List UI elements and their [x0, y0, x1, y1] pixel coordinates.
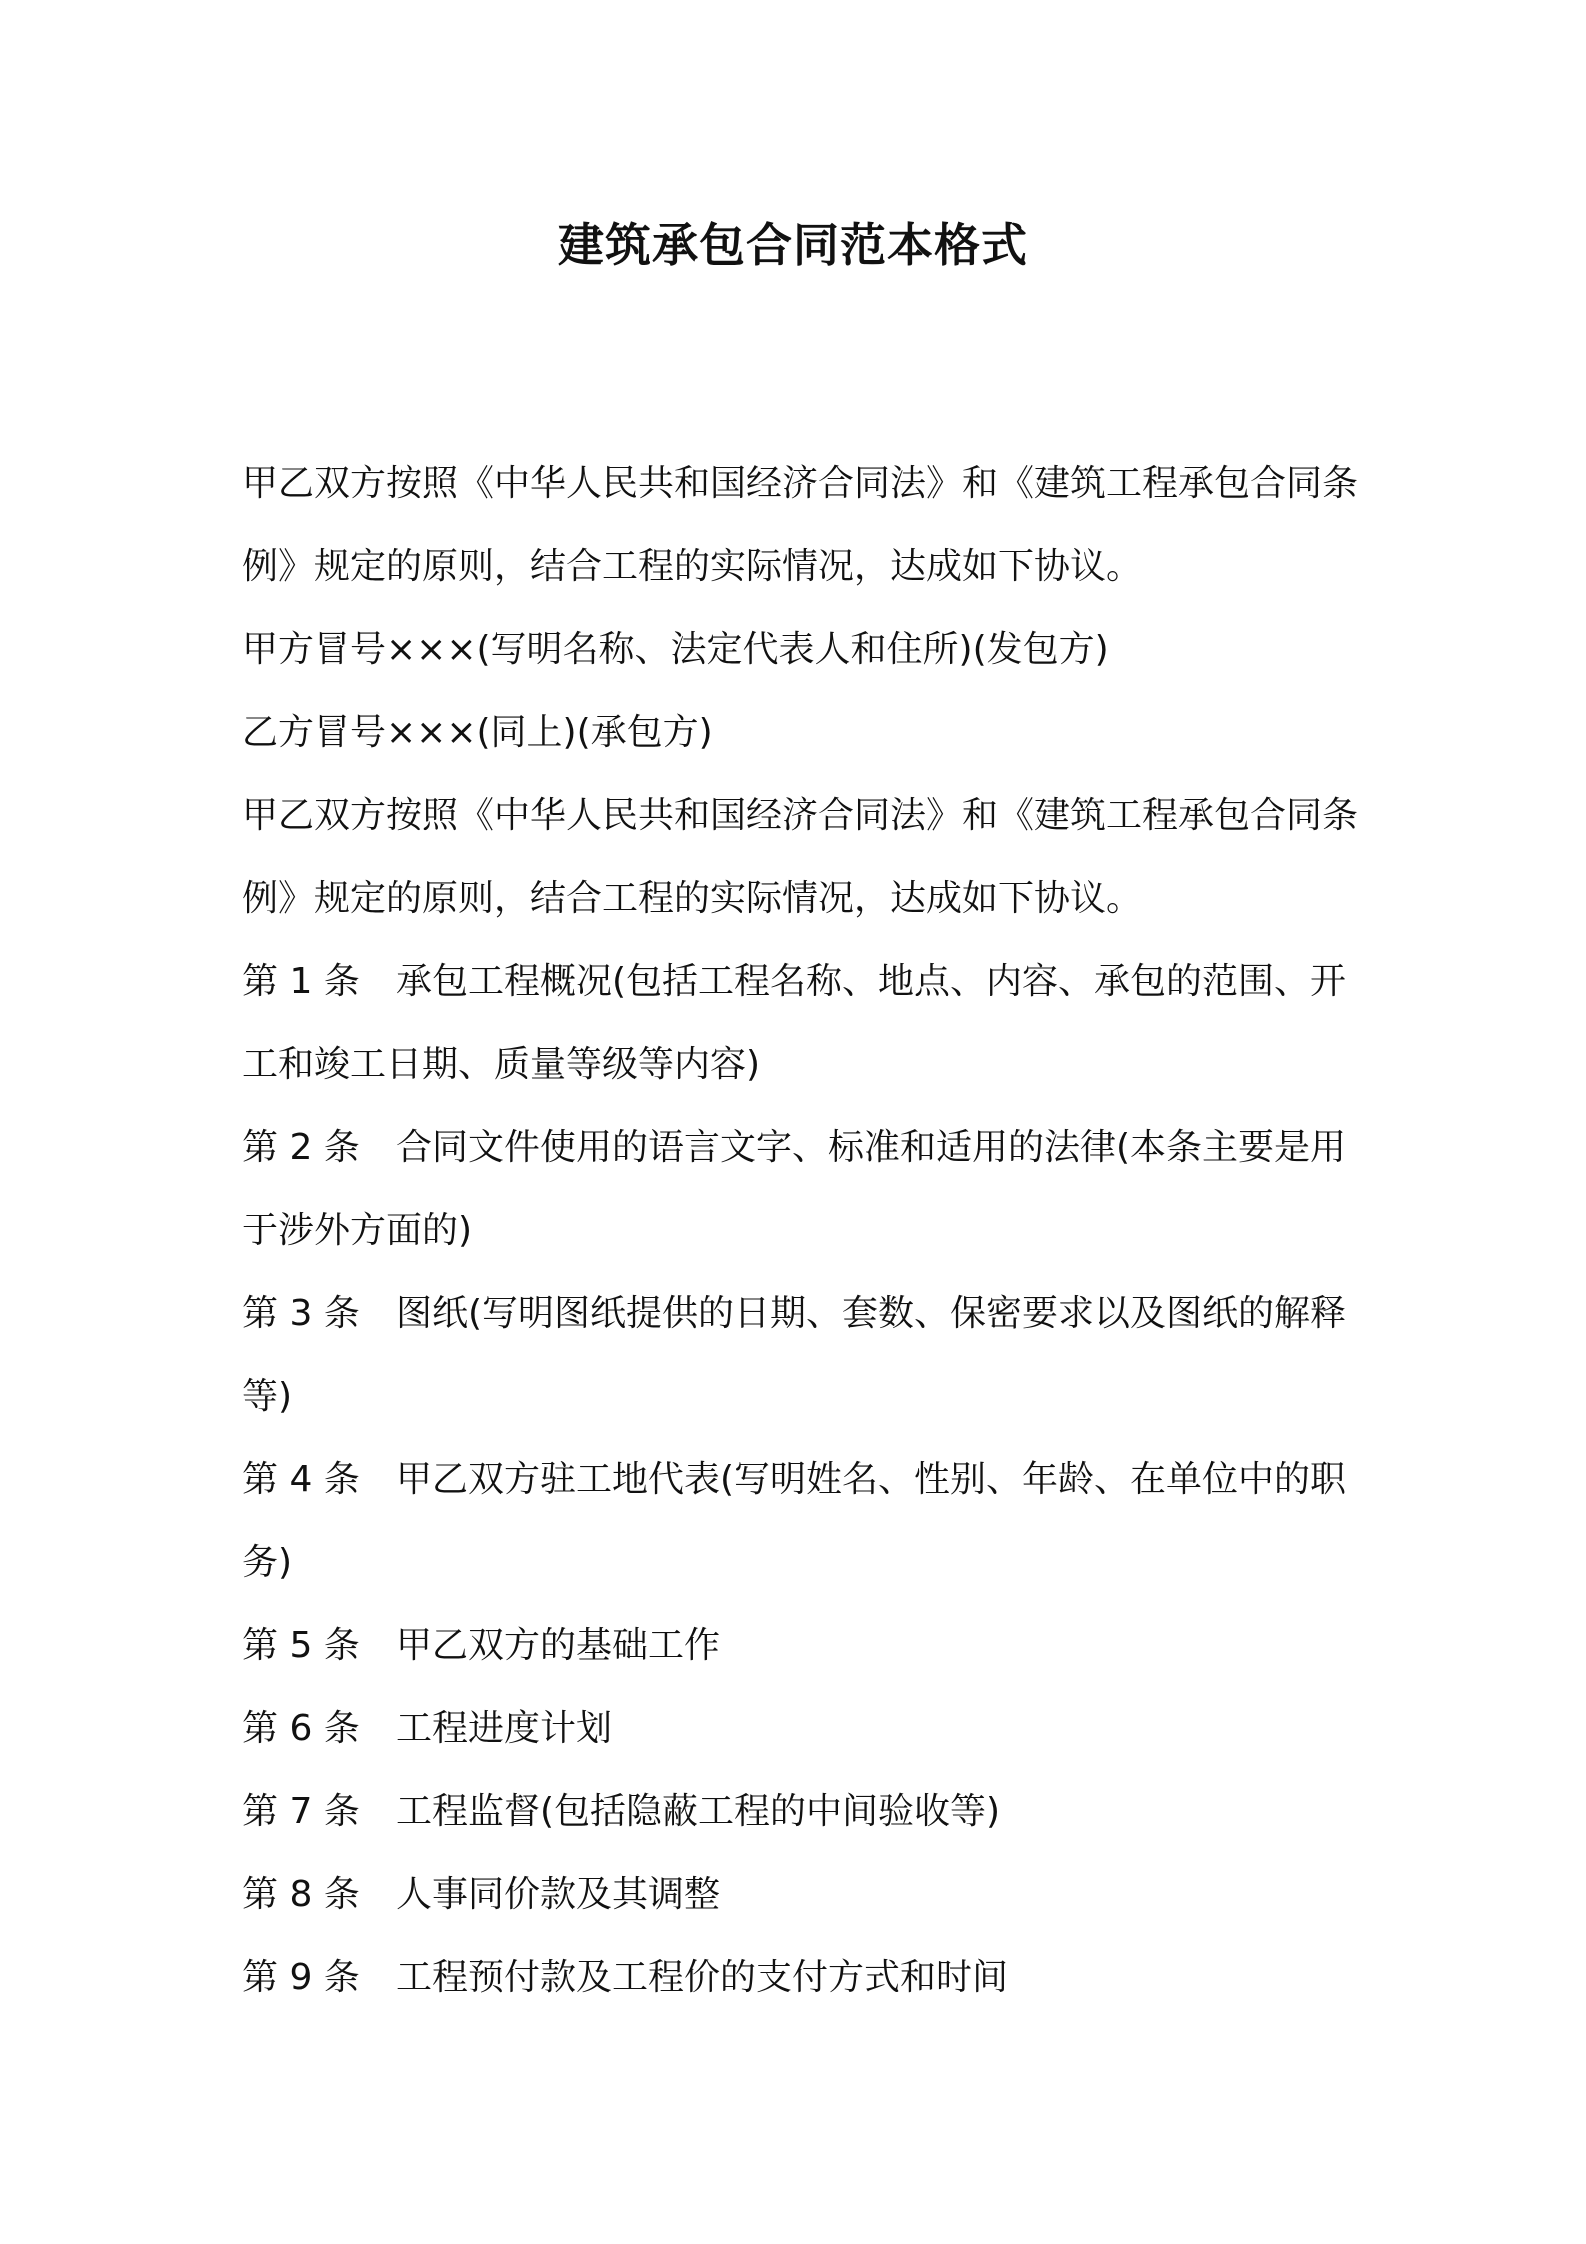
article-9 — [242, 1936, 1362, 2019]
article-number: 第 7 条 — [242, 1791, 360, 1832]
article-number: 第 4 条 — [242, 1459, 360, 1500]
document-title: 建筑承包合同范本格式 — [558, 218, 1028, 272]
article-text: 合同文件使用的语言文字、标准和适用的法律(本条主要是用于涉外方面的) — [242, 1127, 1347, 1251]
article-text: 图纸(写明图纸提供的日期、套数、保密要求以及图纸的解释等) — [242, 1293, 1347, 1417]
article-text: 工程进度计划 — [396, 1708, 613, 1749]
article-text: 甲乙双方驻工地代表(写明姓名、性别、年龄、在单位中的职务) — [242, 1459, 1347, 1583]
article-number: 第 2 条 — [242, 1127, 360, 1168]
article-1 — [242, 940, 1362, 1106]
article-number: 第 6 条 — [242, 1708, 360, 1749]
article-number: 第 8 条 — [242, 1874, 360, 1915]
article-number: 第 5 条 — [242, 1625, 360, 1666]
article-number: 第 1 条 — [242, 961, 360, 1002]
article-text: 人事同价款及其调整 — [396, 1874, 721, 1915]
article-text: 甲乙双方的基础工作 — [396, 1625, 721, 1666]
article-3 — [242, 1272, 1362, 1438]
document-body — [242, 442, 1362, 2019]
party-b-line: 乙方冒号×××(同上)(承包方) — [242, 712, 713, 753]
party-a-line: 甲方冒号×××(写明名称、法定代表人和住所)(发包方) — [242, 629, 1109, 670]
article-text: 工程监督(包括隐蔽工程的中间验收等) — [396, 1791, 1001, 1832]
article-5 — [242, 1604, 1362, 1687]
article-8 — [242, 1853, 1362, 1936]
article-text: 承包工程概况(包括工程名称、地点、内容、承包的范围、开工和竣工日期、质量等级等内容) — [242, 961, 1347, 1085]
intro-paragraph-2: 甲乙双方按照《中华人民共和国经济合同法》和《建筑工程承包合同条例》规定的原则，结合工程的实际情况，达成如下协议。 — [242, 795, 1359, 919]
article-7 — [242, 1770, 1362, 1853]
intro-paragraph-1: 甲乙双方按照《中华人民共和国经济合同法》和《建筑工程承包合同条例》规定的原则，结合工程的实际情况，达成如下协议。 — [242, 463, 1359, 587]
article-2 — [242, 1106, 1362, 1272]
article-text: 工程预付款及工程价的支付方式和时间 — [396, 1957, 1009, 1998]
article-4 — [242, 1438, 1362, 1604]
article-number: 第 9 条 — [242, 1957, 360, 1998]
article-number: 第 3 条 — [242, 1293, 360, 1334]
article-6 — [242, 1687, 1362, 1770]
